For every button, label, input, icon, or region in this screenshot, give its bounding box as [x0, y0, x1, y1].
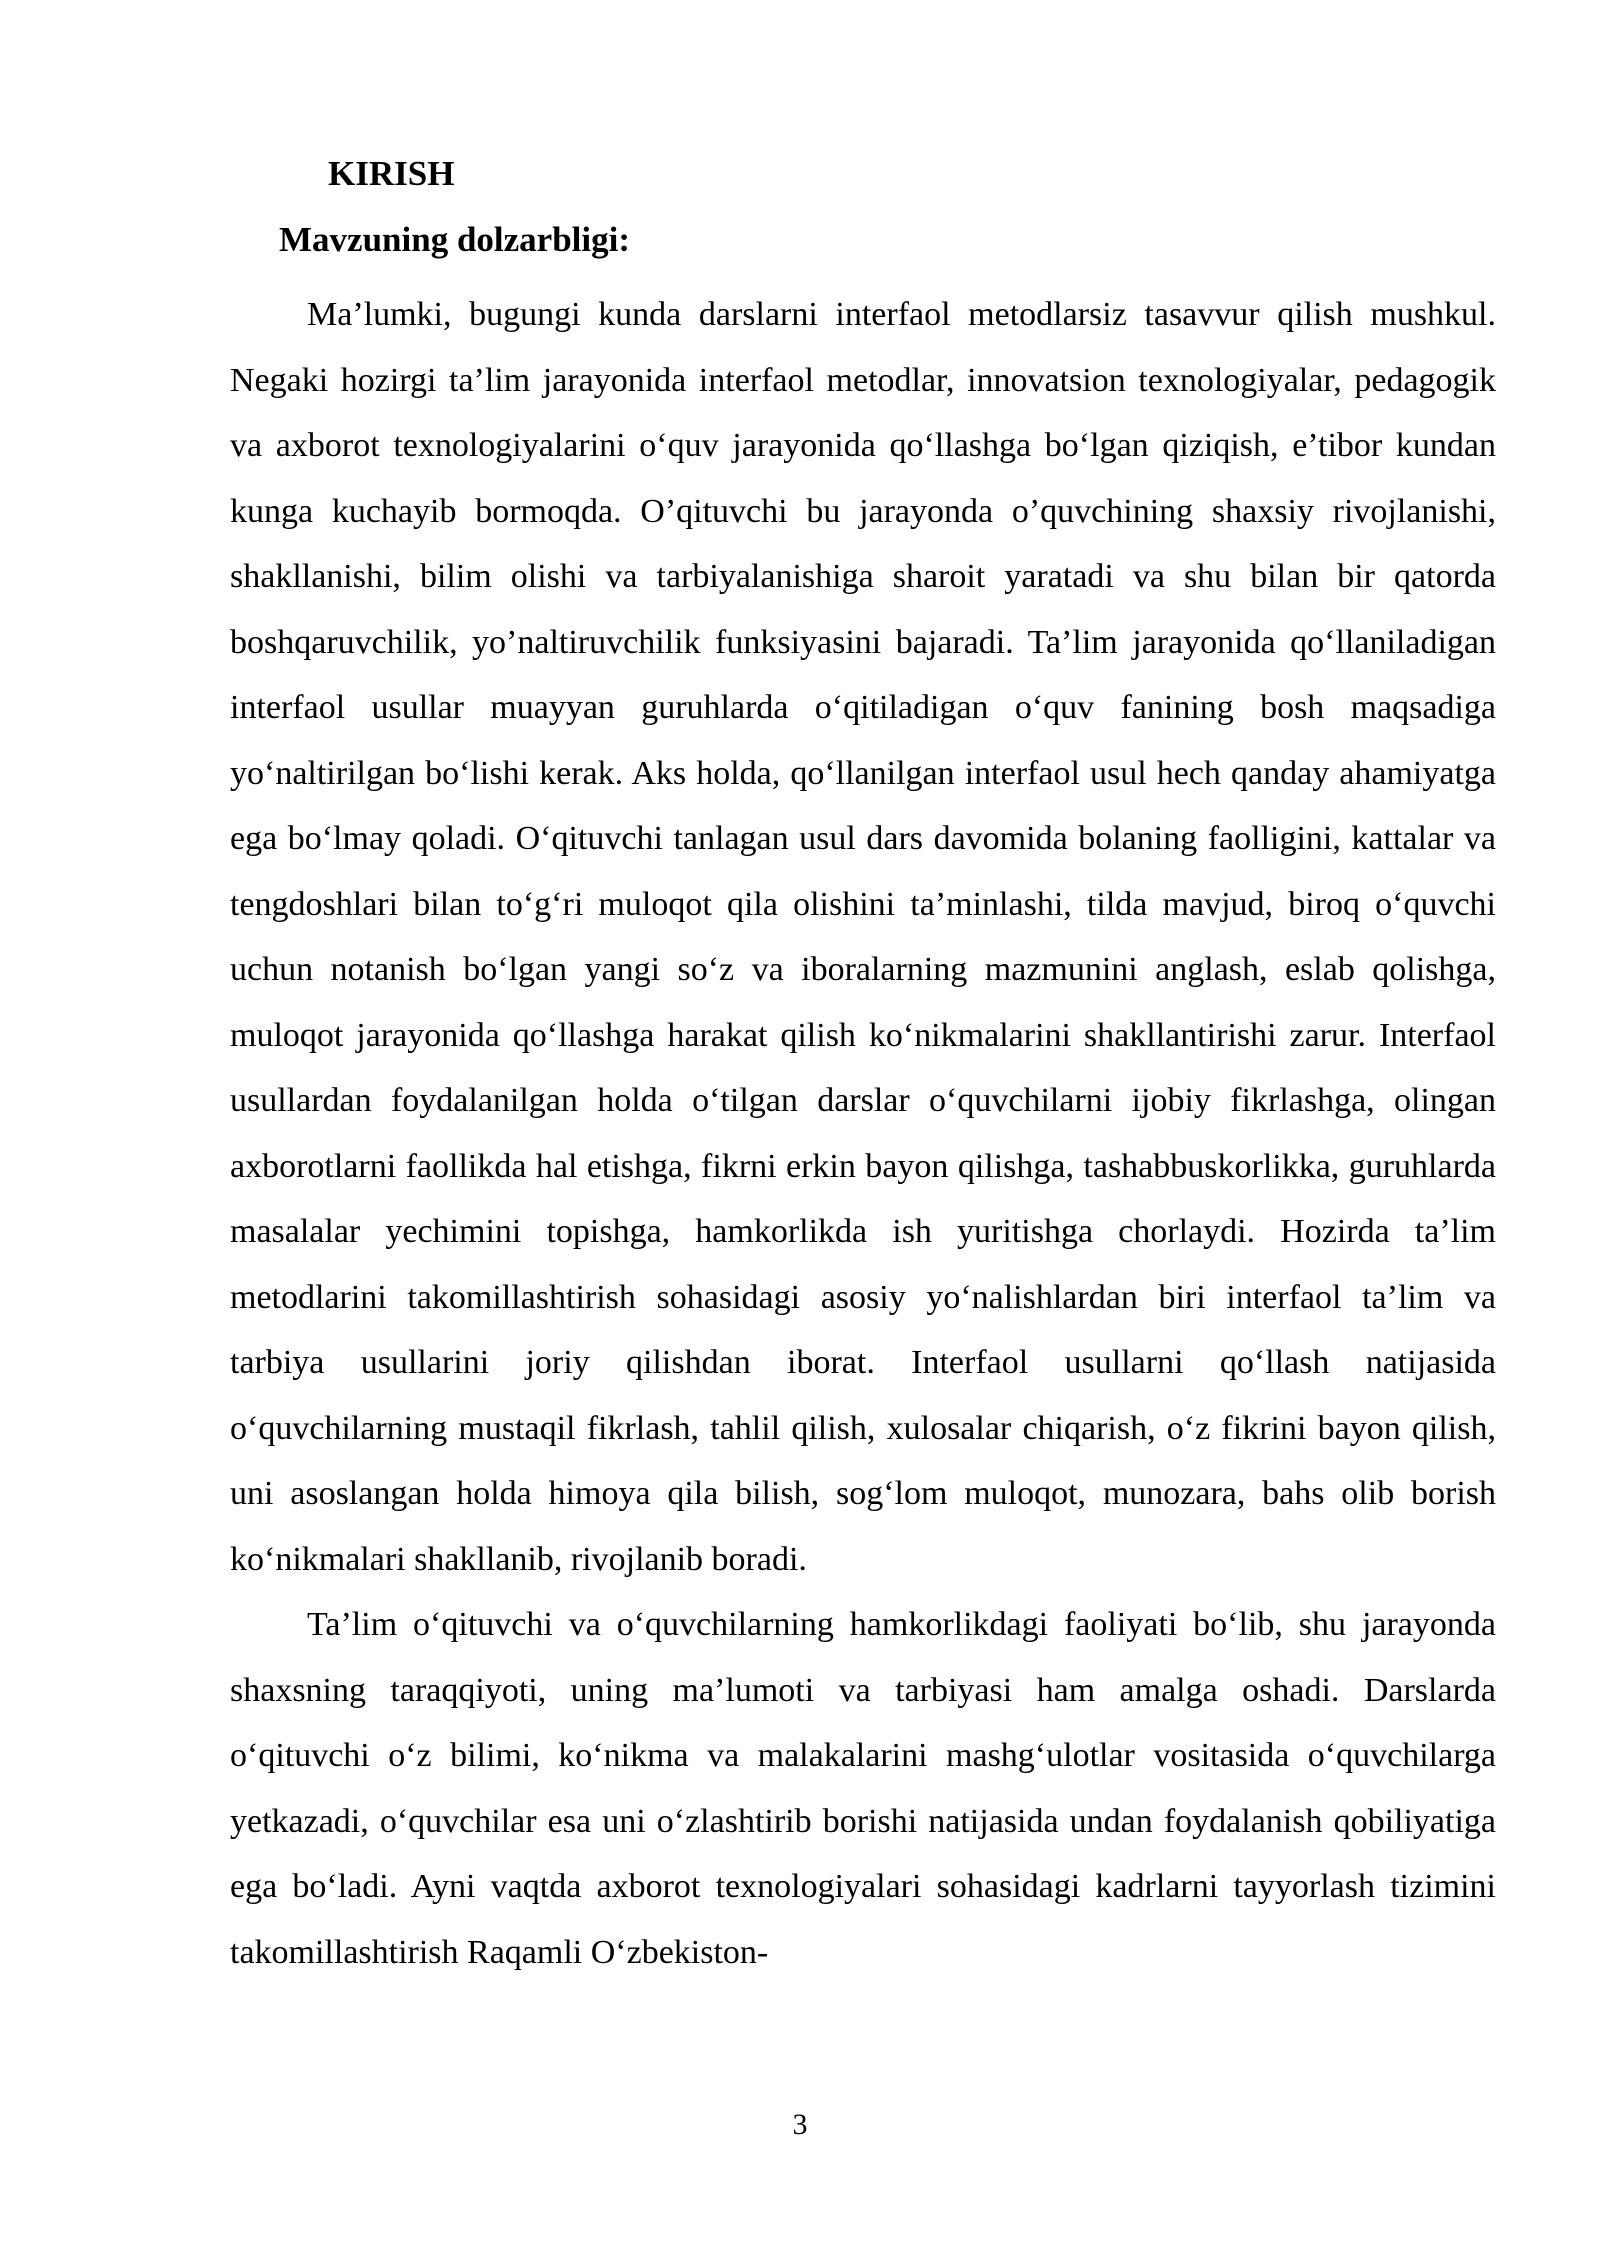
- paragraph-relevance: Ma’lumki, bugungi kunda darslarni interfaol metodlarsiz tasavvur qilish mushkul. Negaki hozirgi ta’lim jarayonida interfaol metodlar, innovatsion texnologiyalar, pedagogik va axborot texnologiyalarini o‘quv jarayonida qo‘llashga bo‘lgan qiziqish, e’tibor kundan kunga kuchayib bormoqda. O’qituvchi bu jarayonda o’quvchining shaxsiy rivojlanishi, shakllanishi, bilim olishi va tarbiyalanishiga sharoit yaratadi va shu bilan bir qatorda boshqaruvchilik, yo’naltiruvchilik funksiyasini bajaradi. Ta’lim jarayonida qo‘llaniladigan interfaol usullar muayyan guruhlarda o‘qitiladigan o‘quv fanining bosh maqsadiga yo‘naltirilgan bo‘lishi kerak. Aks holda, qo‘llanilgan interfaol usul hech qanday ahamiyatga ega bo‘lmay qoladi. O‘qituvchi tanlagan usul dars davomida bolaning faolligini, kattalar va tengdoshlari bilan to‘g‘ri muloqot qila olishini ta’minlashi, tilda mavjud, biroq o‘quvchi uchun notanish bo‘lgan yangi so‘z va iboralarning mazmunini anglash, eslab qolishga, muloqot jarayonida qo‘llashga harakat qilish ko‘nikmalarini shakllantirishi zarur. Interfaol usullardan foydalanilgan holda o‘tilgan darslar o‘quvchilarni ijobiy fikrlashga, olingan axborotlarni faollikda hal etishga, fikrni erkin bayon qilishga, tashabbuskorlikka, guruhlarda masalalar yechimini topishga, hamkorlikda ish yuritishga chorlaydi. Hozirda ta’lim metodlarini takomillashtirish sohasidagi asosiy yo‘nalishlardan biri interfaol ta’lim va tarbiya usullarini joriy qilishdan iborat. Interfaol usullarni qo‘llash natijasida o‘quvchilarning mustaqil fikrlash, tahlil qilish, xulosalar chiqarish, o‘z fikrini bayon qilish, uni asoslangan holda himoya qila bilish, sog‘lom muloqot, munozara, bahs olib borish ko‘nikmalari shakllanib, rivojlanib boradi.: [230, 296, 1496, 1578]
- page-number: 3: [792, 2108, 808, 2141]
- section-heading: KIRISH: [328, 154, 455, 193]
- body-text: [230, 282, 1496, 1985]
- subsection-heading: Mavzuning dolzarbligi:: [279, 220, 630, 259]
- paragraph-education: Ta’lim o‘qituvchi va o‘quvchilarning hamkorlikdagi faoliyati bo‘lib, shu jarayonda shaxsning taraqqiyoti, uning ma’lumoti va tarbiyasi ham amalga oshadi. Darslarda o‘qituvchi o‘z bilimi, ko‘nikma va malakalarini mashg‘ulotlar vositasida o‘quvchilarga yetkazadi, o‘quvchilar esa uni o‘zlashtirib borishi natijasida undan foydalanish qobiliyatiga ega bo‘ladi. Ayni vaqtda axborot texnologiyalari sohasidagi kadrlarni tayyorlash tizimini takomillashtirish Raqamli O‘zbekiston-: [230, 1606, 1496, 1971]
